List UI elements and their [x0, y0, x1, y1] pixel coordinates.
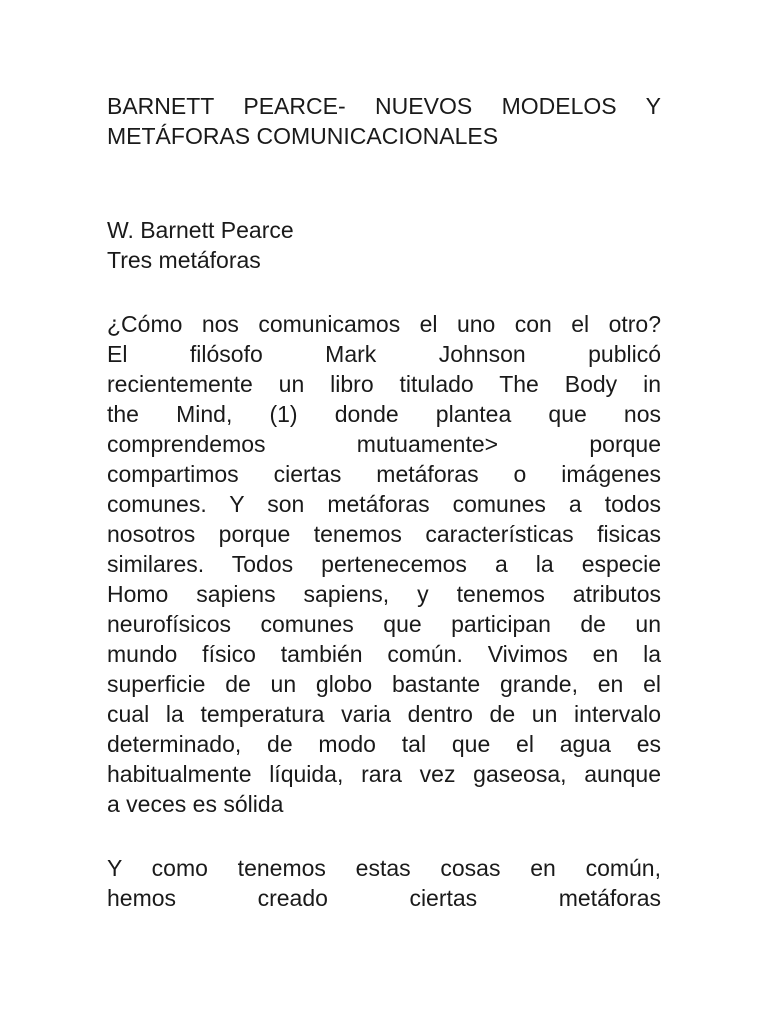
paragraph-line: compartimos ciertas metáforas o imágenes [107, 461, 661, 487]
paragraph-line: hemos creado ciertas metáforas [107, 885, 661, 911]
paragraph-line: mundo físico también común. Vivimos en la [107, 641, 661, 667]
paragraph-1 [107, 309, 661, 819]
paragraph-line: comunes. Y son metáforas comunes a todos [107, 491, 661, 517]
paragraph-line: similares. Todos pertenecemos a la especie [107, 551, 661, 577]
title-line-1: BARNETT PEARCE- NUEVOS MODELOS Y [107, 93, 661, 119]
title-line-2: METÁFORAS COMUNICACIONALES [107, 123, 499, 149]
paragraph-line: Y como tenemos estas cosas en común, [107, 855, 661, 881]
paragraph-line: comprendemos mutuamente> porque [107, 431, 661, 457]
paragraph-line: superficie de un globo bastante grande, en el [107, 671, 661, 697]
paragraph-line: nosotros porque tenemos características fisicas [107, 521, 661, 547]
paragraph-line: habitualmente líquida, rara vez gaseosa, aunque [107, 761, 661, 787]
paragraph-line: the Mind, (1) donde plantea que nos [107, 401, 661, 427]
paragraph-line: neurofísicos comunes que participan de un [107, 611, 661, 637]
author-name: W. Barnett Pearce [107, 217, 294, 243]
paragraph-line: a veces es sólida [107, 791, 284, 817]
paragraph-line: ¿Cómo nos comunicamos el uno con el otro? [107, 311, 661, 337]
paragraph-line: determinado, de modo tal que el agua es [107, 731, 661, 757]
paragraph-line: El filósofo Mark Johnson publicó [107, 341, 661, 367]
paragraph-line: Homo sapiens sapiens, y tenemos atributos [107, 581, 661, 607]
document-page [107, 91, 661, 913]
paragraph-line: recientemente un libro titulado The Body in [107, 371, 661, 397]
document-title [107, 91, 661, 151]
section-heading: Tres metáforas [107, 247, 261, 273]
paragraph-2 [107, 853, 661, 913]
paragraph-line: cual la temperatura varia dentro de un intervalo [107, 701, 661, 727]
